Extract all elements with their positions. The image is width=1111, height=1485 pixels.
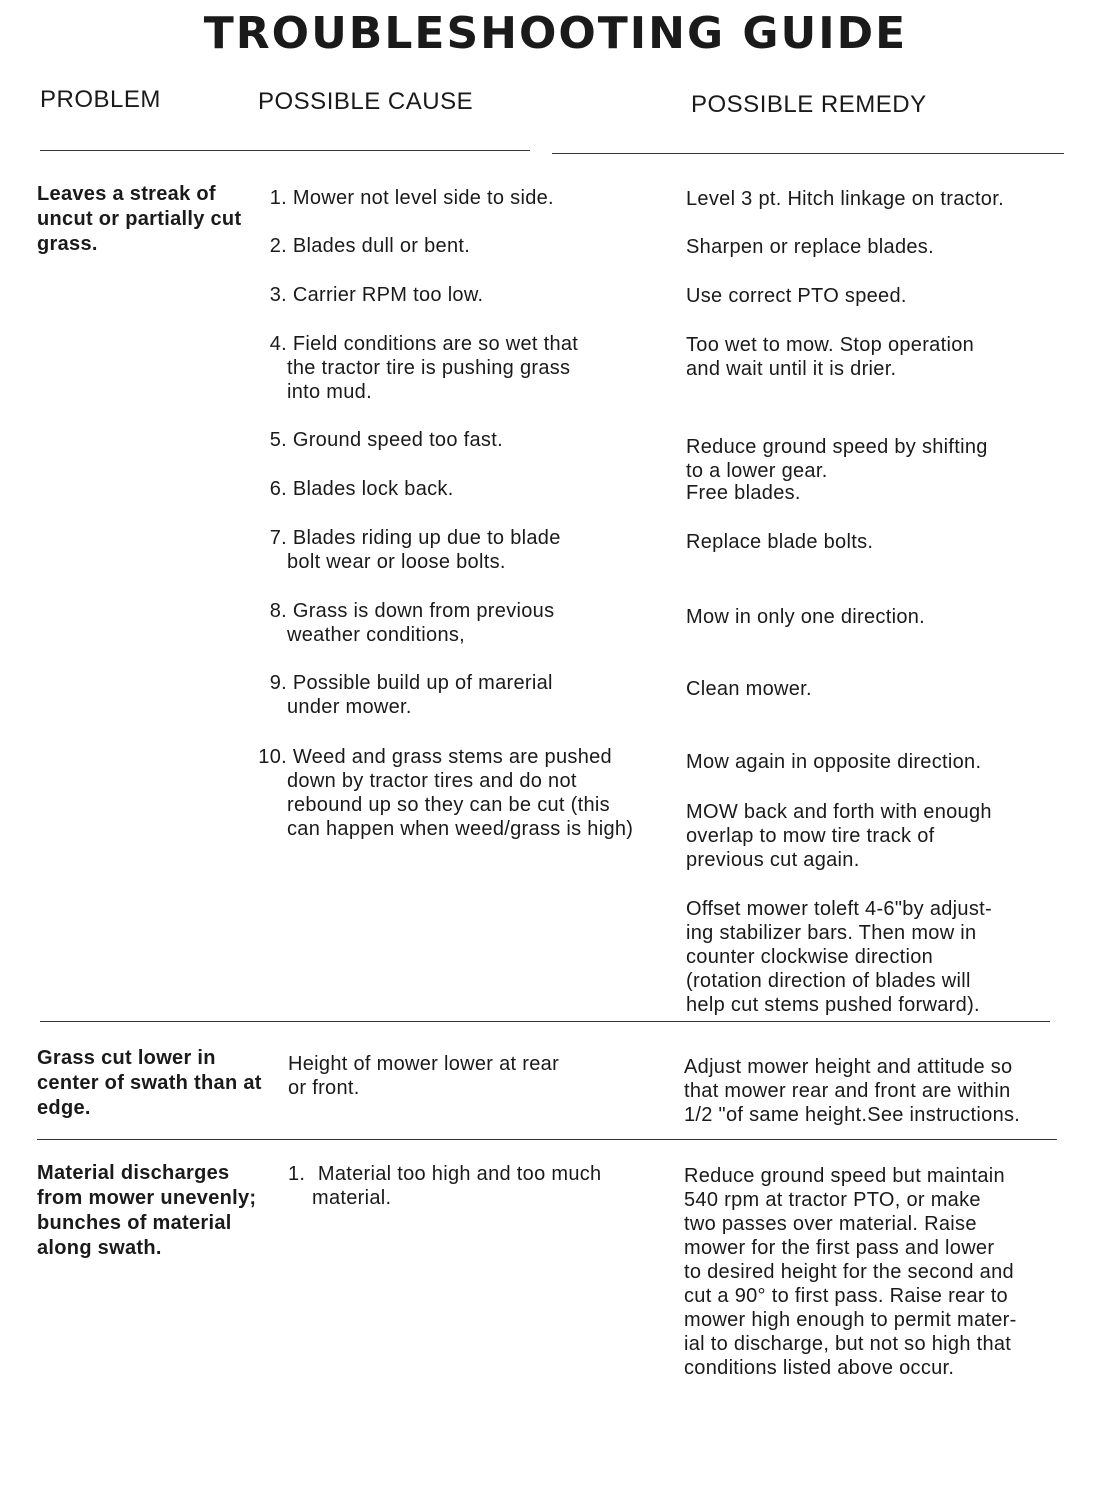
cause-number: 10.	[258, 746, 287, 768]
column-header-remedy: POSSIBLE REMEDY	[691, 91, 927, 118]
cause-item	[263, 599, 554, 647]
cause-text-continued: weather conditions,	[287, 624, 466, 646]
cause-item	[252, 745, 633, 841]
remedy-item: Replace blade bolts.	[686, 531, 874, 553]
cause-number: 2.	[269, 235, 287, 257]
column-header-cause: POSSIBLE CAUSE	[258, 88, 474, 115]
problem-material-discharges: Material discharges from mower unevenly; bunches of material along swath.	[37, 1162, 257, 1259]
remedy-item: Free blades.	[686, 482, 801, 504]
cause-number: 3.	[269, 284, 287, 306]
cause-item	[263, 477, 454, 501]
cause-text: Ground speed too fast.	[292, 429, 503, 451]
header-divider-right	[552, 153, 1064, 154]
cause-text-continued: under mower.	[287, 696, 412, 718]
remedy-item: Use correct PTO speed.	[686, 285, 907, 307]
cause-number: 1.	[288, 1163, 306, 1185]
cause-text: Mower not level side to side.	[292, 187, 554, 209]
cause-text: Blades dull or bent.	[292, 235, 471, 257]
problem-streak-uncut: Leaves a streak of uncut or partially cut grass.	[37, 183, 242, 255]
cause-item	[263, 671, 553, 719]
remedy-item: Mow again in opposite direction.	[686, 751, 982, 773]
page-title: TROUBLESHOOTING GUIDE	[203, 8, 908, 59]
cause-text: Possible build up of marerial	[292, 672, 553, 694]
cause-text: Blades riding up due to blade	[292, 527, 561, 549]
cause-text-continued: down by tractor tires and do not rebound up so they can be cut (this can happen when weed/grass is high)	[287, 770, 634, 840]
cause-text-continued: material.	[312, 1187, 392, 1209]
cause-text: Material too high and too much	[317, 1163, 602, 1185]
cause-item	[263, 186, 554, 210]
remedy-item: Adjust mower height and attitude so that mower rear and front are within 1/2 "of same height.See instructions.	[684, 1056, 1021, 1126]
cause-item	[263, 332, 578, 404]
remedy-item: Mow in only one direction.	[686, 606, 926, 628]
cause-item	[263, 526, 561, 574]
cause-number: 5.	[269, 429, 287, 451]
cause-item	[263, 234, 470, 258]
remedy-item: Reduce ground speed but maintain 540 rpm at tractor PTO, or make two passes over material. Raise mower for the first pass and lower to desired height for the second and cut a 90° to first pass. Raise rear to mower high enough to permit mater- ial to discharge, but not so high that conditions listed above occur.	[684, 1165, 1017, 1379]
remedy-item: MOW back and forth with enough overlap to mow tire track of previous cut again.	[686, 801, 992, 871]
cause-number: 4.	[269, 333, 287, 355]
header-divider-left	[40, 150, 530, 151]
cause-text: Grass is down from previous	[292, 600, 555, 622]
cause-item	[263, 428, 503, 452]
cause-number: 1.	[269, 187, 287, 209]
cause-number: 9.	[269, 672, 287, 694]
cause-text: Blades lock back.	[292, 478, 454, 500]
remedy-item: Level 3 pt. Hitch linkage on tractor.	[686, 188, 1004, 210]
remedy-item: Too wet to mow. Stop operation and wait until it is drier.	[686, 334, 975, 380]
cause-text: Height of mower lower at rear or front.	[288, 1053, 560, 1099]
cause-number: 8.	[269, 600, 287, 622]
remedy-item: Sharpen or replace blades.	[686, 236, 934, 258]
column-header-problem: PROBLEM	[40, 86, 161, 113]
cause-item	[263, 283, 483, 307]
section-divider	[40, 1021, 1050, 1022]
cause-number: 7.	[269, 527, 287, 549]
remedy-item: Reduce ground speed by shifting to a lower gear.	[686, 436, 988, 482]
remedy-item: Clean mower.	[686, 678, 812, 700]
section-divider	[37, 1139, 1057, 1140]
cause-text: Field conditions are so wet that	[292, 333, 579, 355]
cause-text: Carrier RPM too low.	[292, 284, 484, 306]
cause-text: Weed and grass stems are pushed	[292, 746, 612, 768]
cause-text-continued: bolt wear or loose bolts.	[287, 551, 506, 573]
cause-item	[288, 1162, 601, 1210]
problem-grass-cut-lower: Grass cut lower in center of swath than at edge.	[37, 1047, 262, 1119]
cause-number: 6.	[269, 478, 287, 500]
remedy-item: Offset mower toleft 4-6"by adjust- ing stabilizer bars. Then mow in counter clockwise direction (rotation direction of blades will help cut stems pushed forward).	[686, 898, 992, 1016]
cause-text-continued: the tractor tire is pushing grass into mud.	[287, 357, 571, 403]
